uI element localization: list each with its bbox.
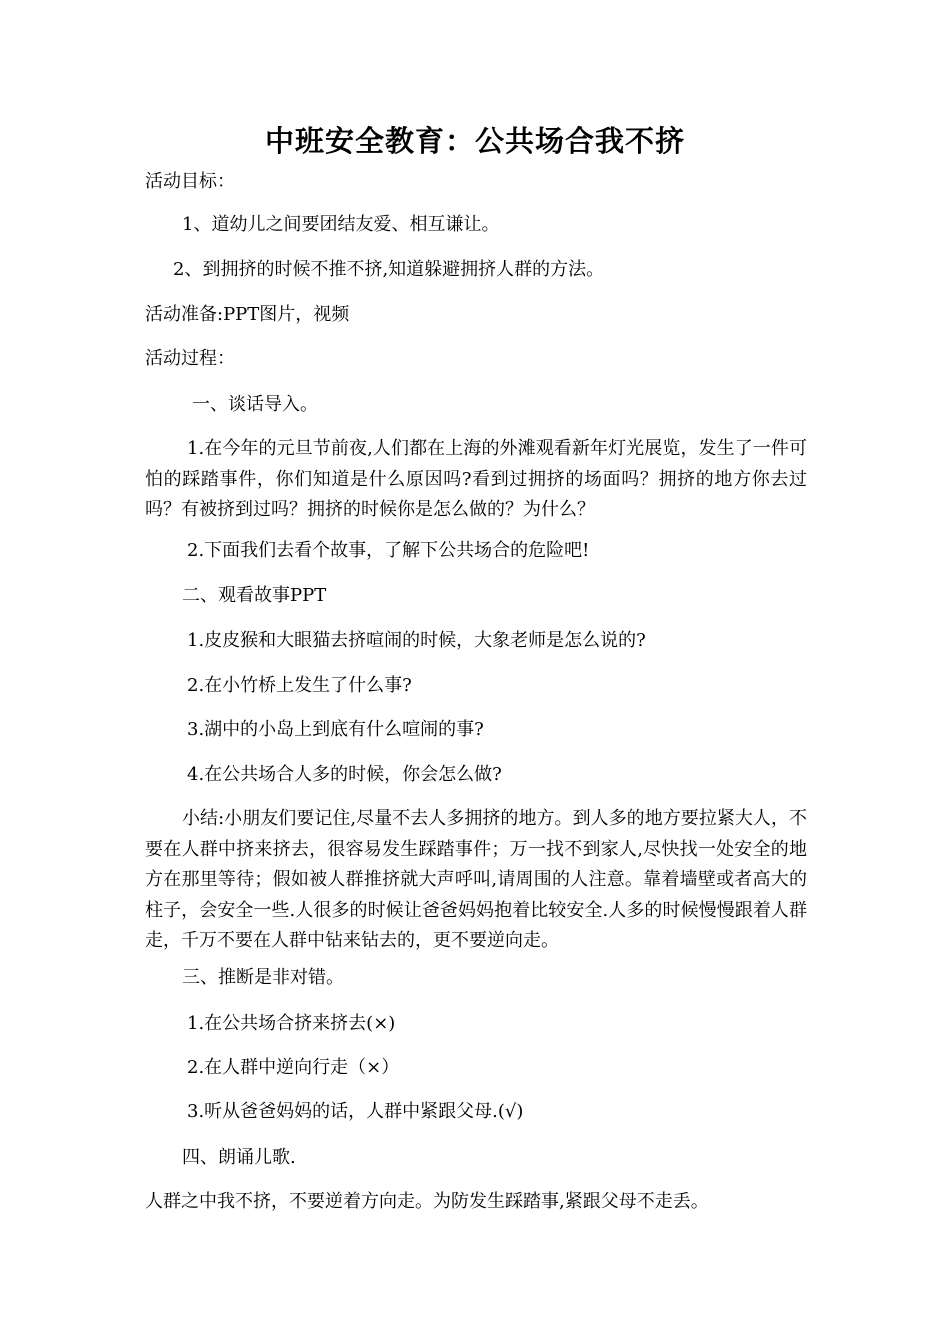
goals-heading: 活动目标： [145,171,235,192]
page-title: 中班安全教育：公共场合我不挤 [264,124,685,158]
section-3-item-1: 1.在公共场合挤来挤去(×) [187,1013,396,1034]
section-2-heading: 二、观看故事PPT [182,585,327,606]
section-4-heading: 四、朗诵儿歌. [182,1147,296,1168]
section-2-item-4: 4.在公共场合人多的时候，你会怎么做? [187,764,502,785]
preparation-line: 活动准备:PPT图片，视频 [145,304,350,325]
section-1-item-2: 2.下面我们去看个故事，了解下公共场合的危险吧! [187,540,590,561]
summary-paragraph: 小结:小朋友们要记住,尽量不去人多拥挤的地方。到人多的地方要拉紧大人，不要在人群中挤来挤去，很容易发生踩踏事件；万一找不到家人,尽快找一处安全的地方在那里等待；假如被人群推挤就大声呼叫,请周围的人注意。靠着墙壁或者高大的柱子，会安全一些.人很多的时候让爸爸妈妈抱着比较安全.人多的时候慢慢跟着人群走，千万不要在人群中钻来钻去的，更不要逆向走。 [145,808,807,951]
section-3-item-2: 2.在人群中逆向行走（×） [187,1057,400,1078]
section-2-item-1: 1.皮皮猴和大眼猫去挤喧闹的时候，大象老师是怎么说的? [187,630,646,651]
rhyme-line: 人群之中我不挤，不要逆着方向走。为防发生踩踏事,紧跟父母不走丢。 [145,1191,709,1212]
goal-item-1: 1、道幼儿之间要团结友爱、相互谦让。 [182,214,500,235]
section-1-heading: 一、谈话导入。 [192,394,318,415]
section-1-item-1: 1.在今年的元旦节前夜,人们都在上海的外滩观看新年灯光展览，发生了一件可怕的踩踏事件，你们知道是什么原因吗?看到过拥挤的场面吗？拥挤的地方你去过吗？有被挤到过吗？拥挤的时候你是怎么做的？为什么？ [145,438,807,520]
process-heading: 活动过程： [145,348,235,369]
goal-item-2: 2、到拥挤的时候不推不挤,知道躲避拥挤人群的方法。 [173,259,605,280]
section-2-item-3: 3.湖中的小岛上到底有什么喧闹的事? [187,719,484,740]
section-3-item-3: 3.听从爸爸妈妈的话，人群中紧跟父母.(√) [187,1101,524,1122]
section-2-item-2: 2.在小竹桥上发生了什么事? [187,675,412,696]
section-3-heading: 三、推断是非对错。 [182,967,344,988]
